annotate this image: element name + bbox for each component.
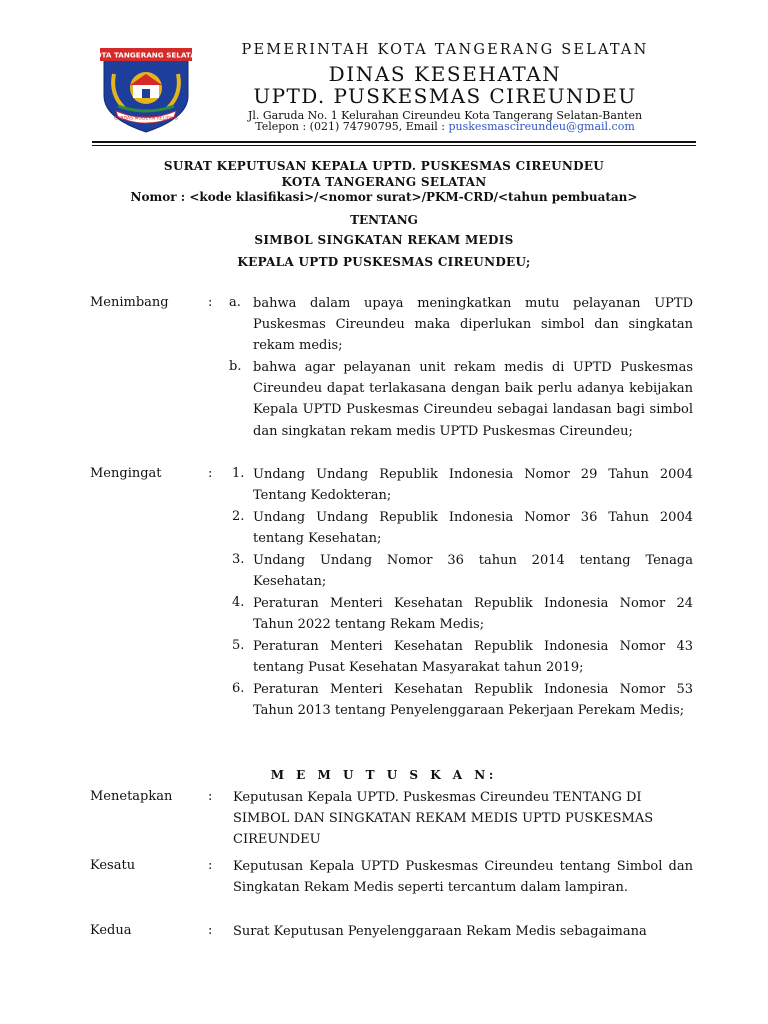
header-address: Jl. Garuda No. 1 Kelurahan Cireundeu Kota Tangerang Selatan-Banten [247,109,643,122]
kesatu-colon: : [208,858,213,873]
mengingat-label: Mengingat [90,466,162,481]
kesatu-label: Kesatu [90,858,136,873]
menetapkan-text: Keputusan Kepala UPTD. Puskesmas Cireundeu TENTANG DI SIMBOL DAN SINGKATAN REKAM MEDIS UPTD PUSKESMAS CIREUNDEU [233,790,654,848]
decree-number: Nomor : <kode klasifikasi>/<nomor surat>/PKM-CRD/<tahun pembuatan> [130,190,638,204]
mengingat-item-2-mark: 2. [232,509,245,524]
menetapkan-colon: : [208,789,213,804]
mengingat-item-6-mark: 6. [232,681,245,696]
logo-banner-text: KOTA TANGERANG SELATAN [90,50,202,60]
header-email-link[interactable]: puskesmascireundeu@gmail.com [448,120,635,133]
header-phone: Telepon : (021) 74790795, Email : [255,120,449,133]
header-agency: DINAS KESEHATAN [328,62,562,86]
kedua-colon: : [208,923,213,938]
city-emblem-logo [90,44,202,134]
mengingat-item-1: Undang Undang Republik Indonesia Nomor 29 Tahun 2004 Tentang Kedokteran; [253,467,693,504]
menimbang-label: Menimbang [90,295,169,310]
decree-subject: SIMBOL SINGKATAN REKAM MEDIS [254,233,514,247]
mengingat-item-4-mark: 4. [232,595,245,610]
header-government: PEMERINTAH KOTA TANGERANG SELATAN [241,42,649,58]
menimbang-item-a-mark: a. [229,295,241,310]
decree-city: KOTA TANGERANG SELATAN [281,175,487,189]
mengingat-item-5: Peraturan Menteri Kesehatan Republik Indonesia Nomor 43 tentang Pusat Kesehatan Masyarakat tahun 2019; [253,639,693,676]
menetapkan-label: Menetapkan [90,789,173,804]
kedua-label: Kedua [90,923,132,938]
decree-title: SURAT KEPUTUSAN KEPALA UPTD. PUSKESMAS CIREUNDEU [163,159,605,173]
logo-motto-text: CERDAS MODERN RELIGIUS [114,116,178,122]
mengingat-item-3: Undang Undang Nomor 36 tahun 2014 tentang Tenaga Kesehatan; [253,553,693,590]
menimbang-item-b: bahwa agar pelayanan unit rekam medis di UPTD Puskesmas Cireundeu dapat terlakasana dengan baik perlu adanya kebijakan Kepala UPTD Puskesmas Cireundeu sebagai landasan bagi simbol dan singkatan rekam medis UPTD Puskesmas Cireundeu; [253,360,693,439]
memutuskan-heading: M E M U T U S K A N: [270,768,498,782]
decree-issuer: KEPALA UPTD PUSKESMAS CIREUNDEU; [237,255,531,269]
mengingat-item-1-mark: 1. [232,466,245,481]
header-divider-thin [92,145,696,146]
header-contact [200,120,690,133]
mengingat-colon: : [208,466,213,481]
header-unit: UPTD. PUSKESMAS CIREUNDEU [253,84,637,108]
header-divider-thick [92,141,696,143]
mengingat-item-5-mark: 5. [232,638,245,653]
kedua-text: Surat Keputusan Penyelenggaraan Rekam Medis sebagaimana [233,924,647,939]
decree-tentang: TENTANG [350,213,418,227]
mengingat-item-3-mark: 3. [232,552,245,567]
mengingat-item-4: Peraturan Menteri Kesehatan Republik Indonesia Nomor 24 Tahun 2022 tentang Rekam Medis; [253,596,693,633]
menimbang-item-a: bahwa dalam upaya meningkatkan mutu pelayanan UPTD Puskesmas Cireundeu maka diperlukan simbol dan singkatan rekam medis; [253,296,693,354]
kesatu-text: Keputusan Kepala UPTD Puskesmas Cireundeu tentang Simbol dan Singkatan Rekam Medis seperti tercantum dalam lampiran. [233,859,693,896]
mengingat-item-2: Undang Undang Republik Indonesia Nomor 36 Tahun 2004 tentang Kesehatan; [253,510,693,547]
menimbang-colon: : [208,295,213,310]
menimbang-item-b-mark: b. [229,359,242,374]
mengingat-item-6: Peraturan Menteri Kesehatan Republik Indonesia Nomor 53 Tahun 2013 tentang Penyelenggaraan Pekerjaan Perekam Medis; [253,682,693,719]
